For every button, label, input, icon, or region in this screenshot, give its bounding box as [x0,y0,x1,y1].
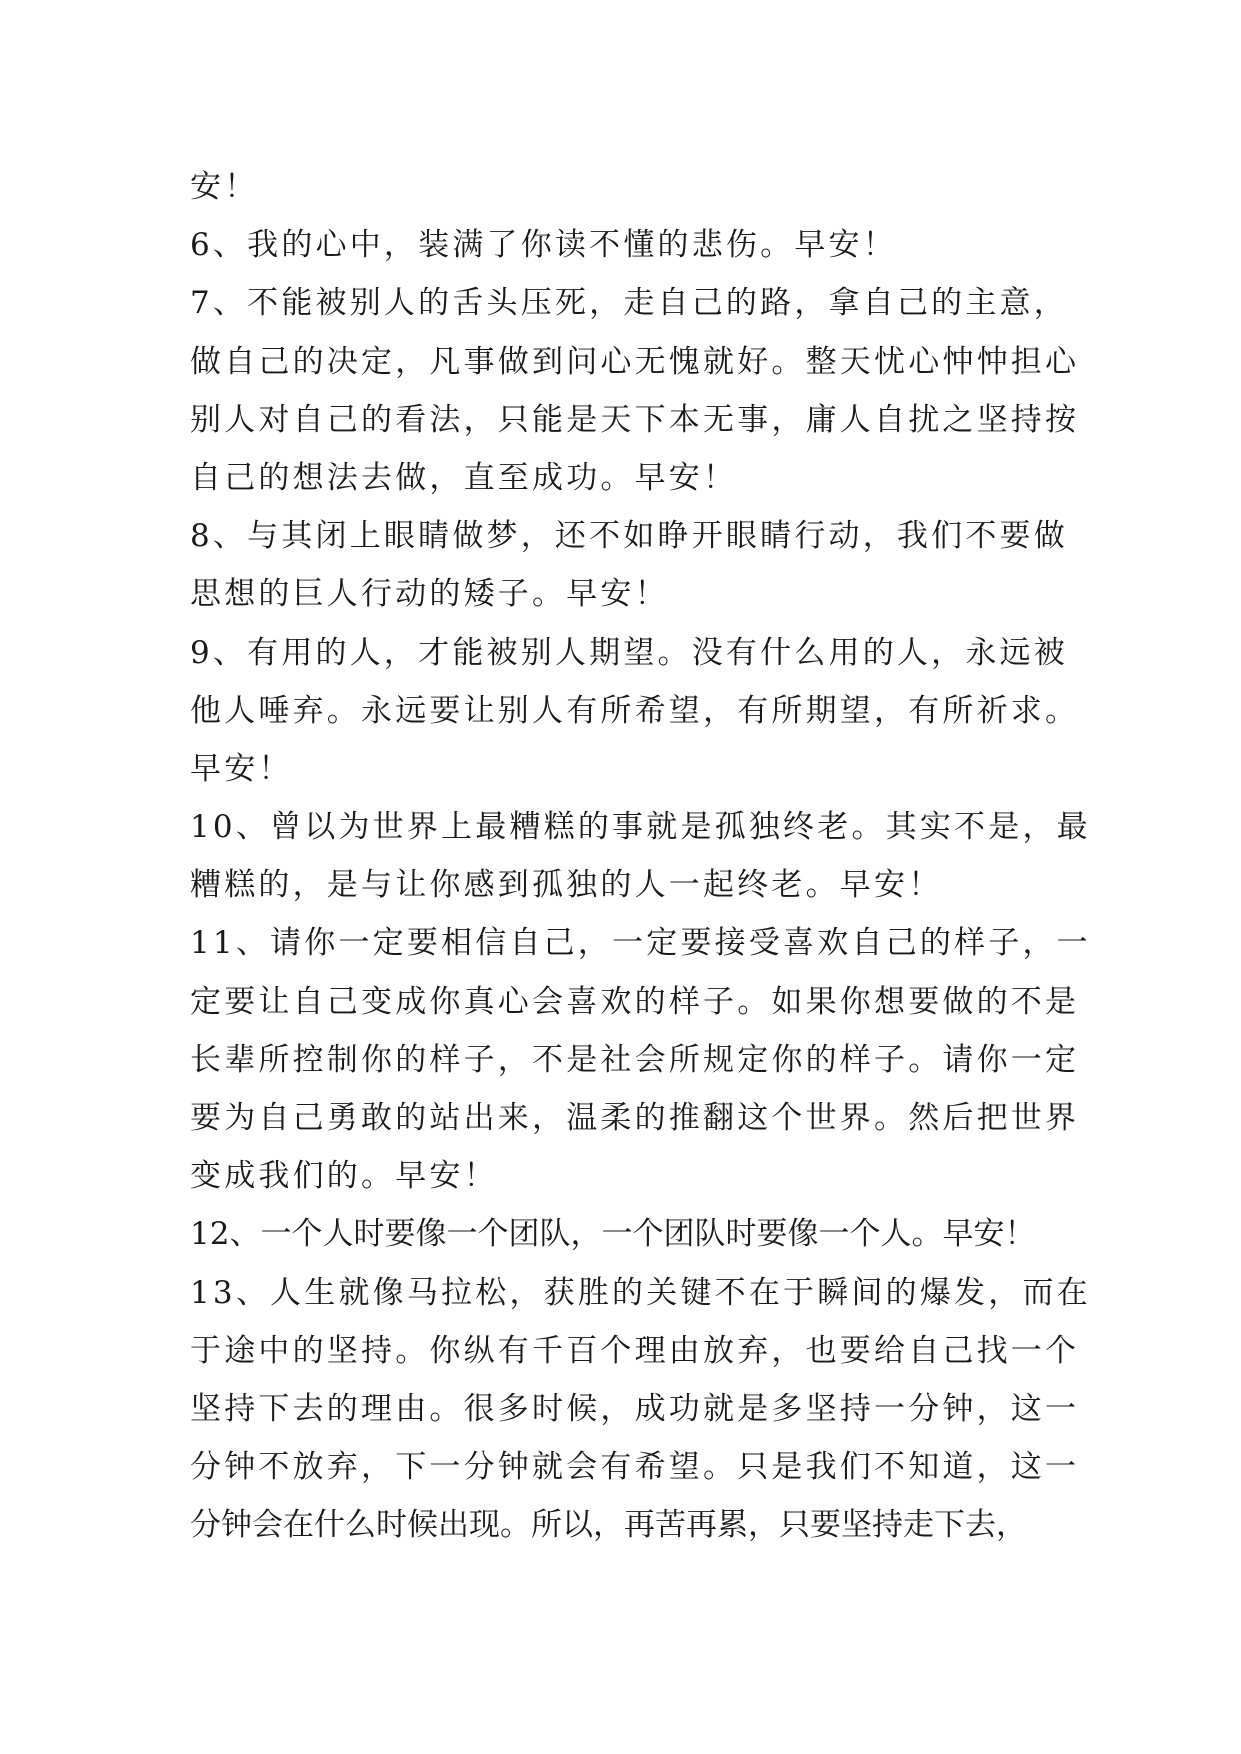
text-line: 于途中的坚持。你纵有千百个理由放弃，也要给自己找一个 [190,1332,1080,1369]
text-line: 早安！ [190,750,293,787]
text-line: 9、有用的人，才能被别人期望。没有什么用的人，永远被 [190,634,1068,671]
text-line: 12、一个人时要像一个团队，一个团队时要像一个人。早安！ [190,1216,1036,1253]
text-line: 7、不能被别人的舌头压死，走自己的路，拿自己的主意， [190,285,1068,322]
text-line: 8、与其闭上眼睛做梦，还不如睁开眼睛行动，我们不要做 [190,518,1068,555]
text-line: 做自己的决定，凡事做到问心无愧就好。整天忧心忡忡担心 [190,343,1080,380]
text-line: 13、人生就像马拉松，获胜的关键不在于瞬间的爆发，而在 [190,1274,1091,1311]
text-line: 安！ [190,169,259,205]
text-line: 糟糕的，是与让你感到孤独的人一起终老。早安！ [190,867,943,904]
text-line: 坚持下去的理由。很多时候，成功就是多坚持一分钟，这一 [190,1390,1080,1427]
text-line: 10、曾以为世界上最糟糕的事就是孤独终老。其实不是，最 [190,809,1091,846]
text-line: 要为自己勇敢的站出来，温柔的推翻这个世界。然后把世界 [190,1100,1080,1136]
text-line: 定要让自己变成你真心会喜欢的样子。如果你想要做的不是 [190,983,1080,1020]
text-line: 长辈所控制你的样子，不是社会所规定你的样子。请你一定 [190,1041,1080,1078]
document-body [190,158,1091,1555]
text-line: 他人唾弃。永远要让别人有所希望，有所期望，有所祈求。 [190,692,1080,729]
text-line: 分钟不放弃，下一分钟就会有希望。只是我们不知道，这一 [190,1449,1080,1486]
text-line: 6、我的心中，装满了你读不懂的悲伤。早安！ [190,227,897,264]
text-line: 变成我们的。早安！ [190,1158,498,1195]
text-line: 11、请你一定要相信自己，一定要接受喜欢自己的样子，一 [190,925,1091,962]
text-line: 思想的巨人行动的矮子。早安！ [190,576,669,613]
text-line: 别人对自己的看法，只能是天下本无事，庸人自扰之坚持按 [190,401,1080,438]
text-line: 自己的想法去做，直至成功。早安！ [190,459,738,496]
text-line: 分钟会在什么时候出现。所以，再苦再累，只要坚持走下去， [190,1507,1027,1544]
